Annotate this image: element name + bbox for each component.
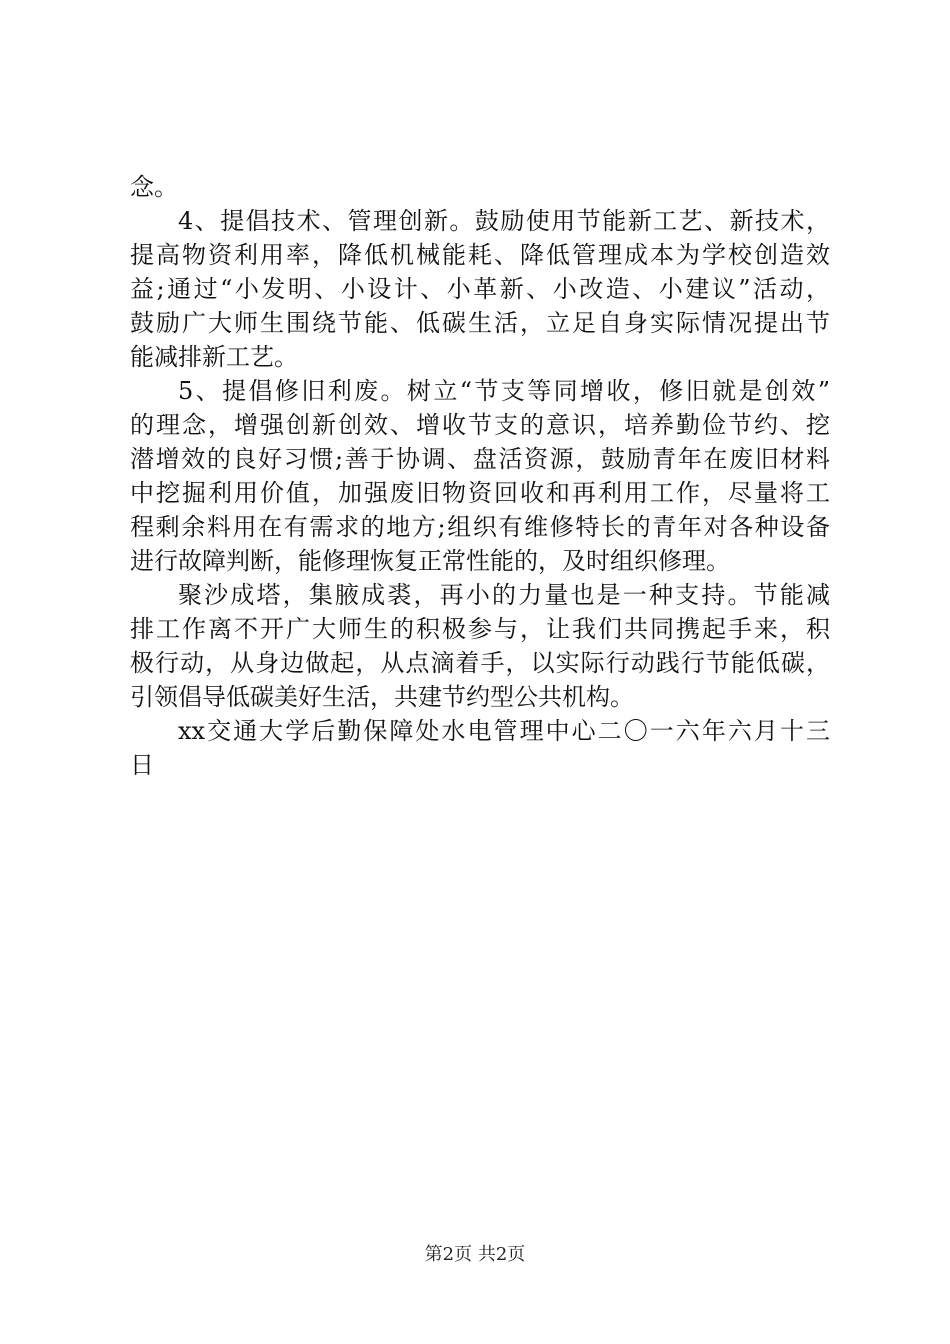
text-line: 排工作离不开广大师生的积极参与，让我们共同携起手来，积	[130, 615, 830, 643]
text-line: 能减排新工艺。	[130, 343, 298, 371]
text-line: 进行故障判断，能修理恢复正常性能的，及时组织修理。	[130, 547, 730, 575]
text-line: 提高物资利用率，降低机械能耗、降低管理成本为学校创造效	[130, 241, 830, 269]
text-line: 聚沙成塔，集腋成裘，再小的力量也是一种支持。节能减	[178, 581, 830, 609]
paragraph-signature	[130, 714, 830, 782]
text-line: xx交通大学后勤保障处水电管理中心二〇一六年六月十三	[178, 717, 830, 745]
text-line: 鼓励广大师生围绕节能、低碳生活，立足自身实际情况提出节	[130, 309, 830, 337]
text-line: 的理念，增强创新创效、增收节支的意识，培养勤俭节约、挖	[130, 411, 830, 439]
text-line: 念。	[130, 173, 178, 201]
text-line: 极行动，从身边做起，从点滴着手，以实际行动践行节能低碳，	[130, 649, 830, 677]
text-line: 中挖掘利用价值，加强废旧物资回收和再利用工作，尽量将工	[130, 479, 830, 507]
paragraph-item-5	[130, 374, 830, 578]
text-line: 引领倡导低碳美好生活，共建节约型公共机构。	[130, 683, 634, 711]
text-line: 益;通过“小发明、小设计、小革新、小改造、小建议”活动，	[130, 275, 830, 303]
page-number-footer: 第2页 共2页	[424, 1244, 526, 1265]
text-line: 日	[130, 751, 154, 779]
text-line: 5、提倡修旧利废。树立“节支等同增收，修旧就是创效”	[178, 377, 830, 405]
paragraph-continuation	[130, 170, 830, 204]
text-line: 潜增效的良好习惯;善于协调、盘活资源，鼓励青年在废旧材料	[130, 445, 830, 473]
paragraph-closing	[130, 578, 830, 714]
paragraph-item-4	[130, 204, 830, 374]
document-body	[130, 170, 830, 782]
text-line: 程剩余料用在有需求的地方;组织有维修特长的青年对各种设备	[130, 513, 830, 541]
text-line: 4、提倡技术、管理创新。鼓励使用节能新工艺、新技术，	[178, 207, 830, 235]
